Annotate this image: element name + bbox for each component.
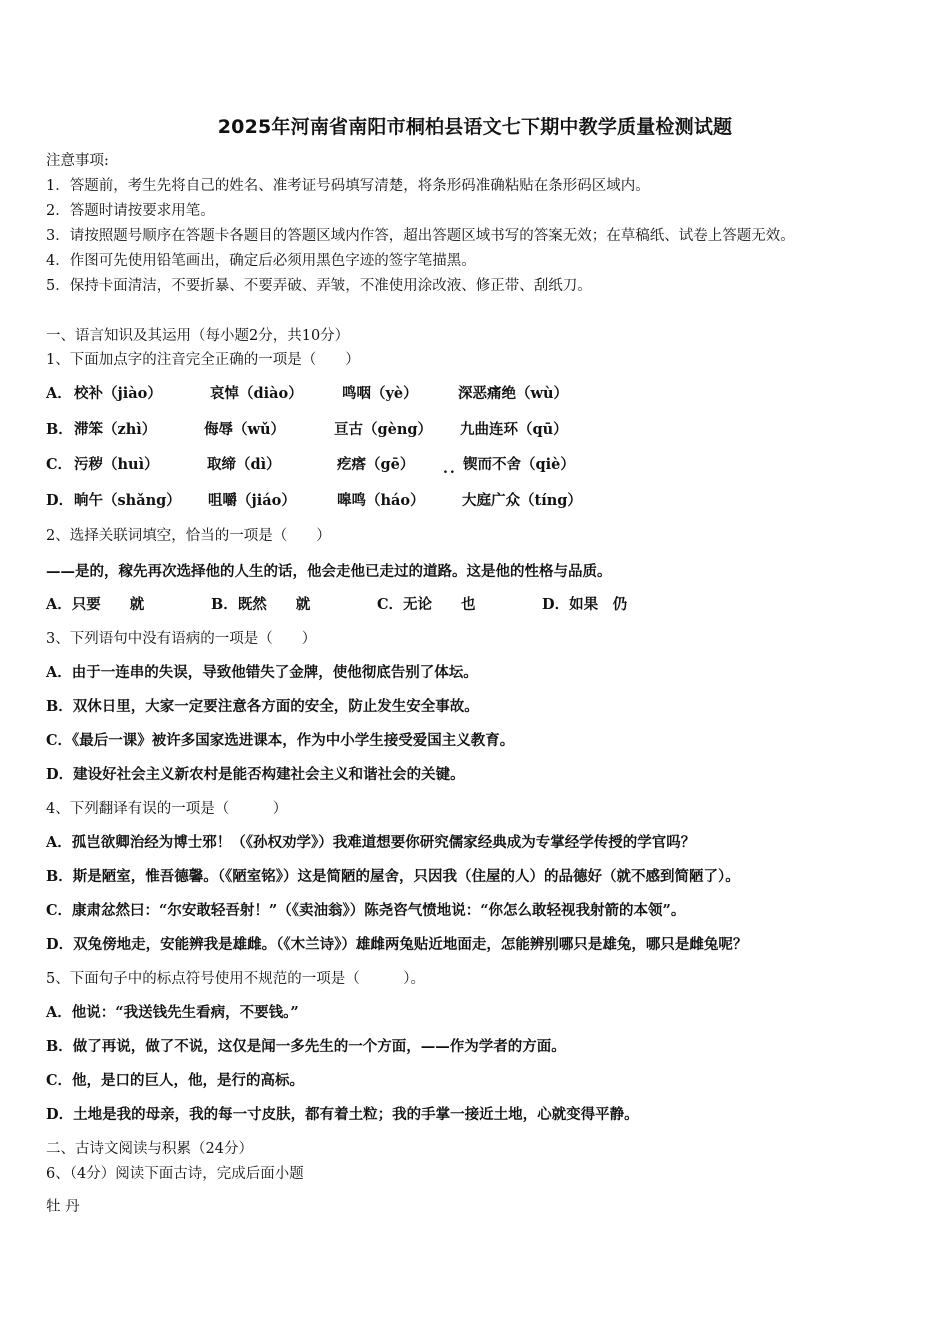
emphasis-dots: .. [443, 461, 457, 477]
question-stem: 5、下面句子中的标点符号使用不规范的一项是（ ）。 [46, 971, 425, 987]
pinyin-item: 滞笨（zhì） [74, 421, 157, 438]
pinyin-item: 锲而不舍（qiè） [463, 456, 575, 473]
pinyin-item: 咀嚼（jiáo） [208, 492, 296, 509]
question-sentence: ——是的，稼先再次选择他的人生的话，他会走他已走过的道路。这是他的性格与品质。 [46, 563, 612, 580]
option-item: C．《最后一课》被许多国家选进课本，作为中小学生接受爱国主义教育。 [46, 732, 515, 749]
notice-heading: 注意事项: [46, 153, 109, 169]
pinyin-item: 晌午（shǎng） [74, 492, 181, 509]
notice-item: 3．请按照题号顺序在答题卡各题目的答题区域内作答，超出答题区域书写的答案无效；在草稿纸、试卷上答题无效。 [46, 228, 795, 244]
option-item: D．如果 仍 [542, 596, 628, 613]
option-item: A．他说：“我送钱先生看病，不要钱。” [46, 1004, 299, 1021]
pinyin-item: 大庭广众（tíng） [462, 492, 582, 509]
pinyin-item: 疙瘩（gē） [337, 456, 415, 473]
question-stem: 1、下面加点字的注音完全正确的一项是（ ） [46, 352, 360, 368]
page-title: 2025年河南省南阳市桐柏县语文七下期中教学质量检测试题 [217, 116, 733, 138]
option-item: A．孤岂欲卿治经为博士邪！（《孙权劝学》）我难道想要你研究儒家经典成为专掌经学传授的学官吗？ [46, 834, 696, 851]
notice-item: 4．作图可先使用铅笔画出，确定后必须用黑色字迹的签字笔描黑。 [46, 253, 476, 269]
pinyin-item: 九曲连环（qū） [460, 421, 568, 438]
option-label: D． [46, 492, 74, 509]
pinyin-item: 取缔（dì） [207, 456, 281, 473]
notice-item: 5．保持卡面清洁，不要折暴、不要弄破、弄皱，不准使用涂改液、修正带、刮纸刀。 [46, 278, 592, 294]
option-item: C．康肃忿然曰：“尔安敢轻吾射！”（《卖油翁》）陈尧咨气愤地说：“你怎么敢轻视我射箭的本领”。 [46, 902, 686, 919]
pinyin-item: 嗥鸣（háo） [337, 492, 425, 509]
pinyin-item: 校补（jiào） [74, 385, 162, 402]
poem-title: 牡 丹 [46, 1199, 80, 1215]
option-item: D．双兔傍地走，安能辨我是雄雌。（《木兰诗》）雄雌两兔贴近地面走，怎能辨别哪只是雄兔，哪只是雌兔呢？ [46, 936, 748, 953]
option-item: C．他，是口的巨人，他，是行的高标。 [46, 1072, 305, 1089]
option-item: B．斯是陋室，惟吾德馨。（《陋室铭》）这是简陋的屋舍，只因我（住屋的人）的品德好（就不感到简陋了）。 [46, 868, 740, 885]
option-item: B．双休日里，大家一定要注意各方面的安全，防止发生安全事故。 [46, 698, 479, 715]
option-item: A．由于一连串的失误，导致他错失了金牌，使他彻底告别了体坛。 [46, 664, 478, 681]
option-label: B． [46, 421, 73, 438]
notice-item: 2．答题时请按要求用笔。 [46, 203, 215, 219]
question-stem: 6、（4分）阅读下面古诗，完成后面小题 [46, 1166, 304, 1182]
pinyin-item: 鸣咽（yè） [342, 385, 418, 402]
option-item: D．土地是我的母亲，我的每一寸皮肤，都有着土粒；我的手掌一接近土地，心就变得平静。 [46, 1106, 639, 1123]
option-item: B．既然 就 [211, 596, 311, 613]
pinyin-item: 亘古（gèng） [334, 421, 433, 438]
option-item: A．只要 就 [46, 596, 145, 613]
pinyin-item: 污秽（huì） [74, 456, 159, 473]
notice-item: 1．答题前，考生先将自己的姓名、准考证号码填写清楚，将条形码准确粘贴在条形码区域内。 [46, 178, 650, 194]
question-stem: 2、选择关联词填空，恰当的一项是（ ） [46, 528, 331, 544]
option-item: D．建设好社会主义新农村是能否构建社会主义和谐社会的关键。 [46, 766, 465, 783]
pinyin-item: 深恶痛绝（wù） [458, 385, 569, 402]
option-item: C．无论 也 [377, 596, 476, 613]
question-stem: 3、下列语句中没有语病的一项是（ ） [46, 631, 317, 647]
pinyin-item: 哀悼（diào） [210, 385, 303, 402]
section-heading: 二、古诗文阅读与积累（24分） [46, 1141, 253, 1157]
section-heading: 一、语言知识及其运用（每小题2分，共10分） [46, 328, 350, 344]
option-item: B．做了再说，做了不说，这仅是闻一多先生的一个方面，——作为学者的方面。 [46, 1038, 566, 1055]
option-label: A． [46, 385, 72, 402]
option-label: C． [46, 456, 73, 473]
question-stem: 4、下列翻译有误的一项是（ ） [46, 801, 288, 817]
pinyin-item: 侮辱（wǔ） [204, 421, 286, 438]
